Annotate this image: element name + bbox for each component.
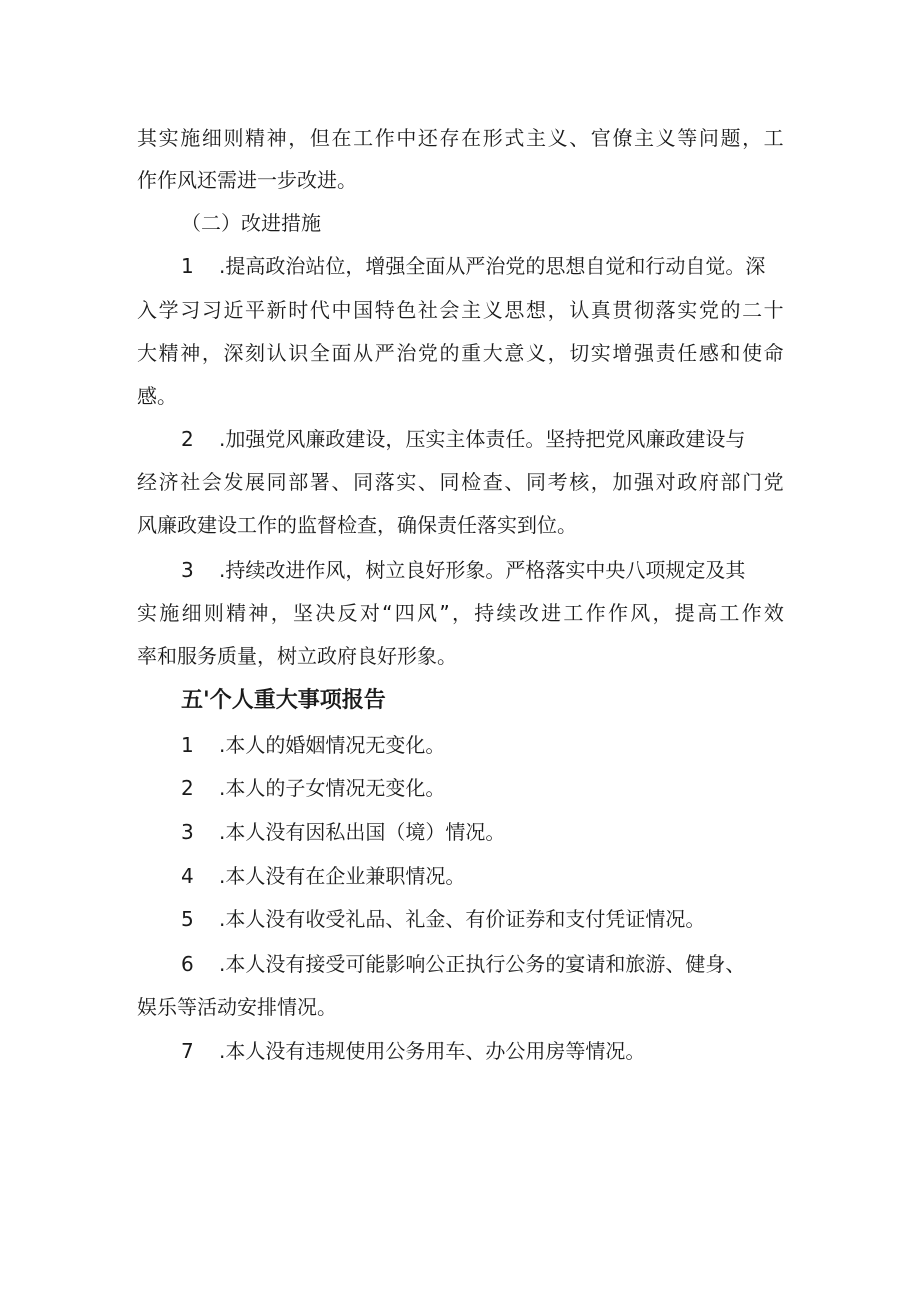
paragraph-line: 率和服务质量，树立政府良好形象。 — [137, 644, 457, 668]
item-number: 2 — [181, 427, 194, 451]
measure-1-line-1 — [181, 252, 765, 280]
list-item — [181, 731, 445, 759]
item-text: .本人没有在企业兼职情况。 — [219, 864, 466, 888]
measure-2-line-1 — [181, 425, 745, 453]
item-number: 1 — [181, 733, 194, 757]
item-text: .本人没有接受可能影响公正执行公务的宴请和旅游、健身、 — [219, 952, 746, 976]
list-item — [181, 905, 705, 933]
item-number: 4 — [181, 864, 194, 888]
item-text: .本人的婚姻情况无变化。 — [219, 733, 446, 757]
paragraph-line: 感。 — [137, 384, 177, 408]
item-text: .本人没有因私出国（境）情况。 — [219, 820, 506, 844]
section-heading: 五'个人重大事项报告 — [181, 688, 386, 713]
item-number: 1 — [181, 254, 194, 278]
text-line: .持续改进作风，树立良好形象。严格落实中央八项规定及其 — [219, 558, 746, 582]
list-item — [181, 774, 445, 802]
paragraph-line: 其 实 施 细 则 精 神 ， 但 在 工 作 中 还 存 在 形 式 主 义 、 官 僚 主 义 等 问 题 ， 工 — [137, 126, 784, 150]
item-text: .本人没有违规使用公务用车、办公用房等情况。 — [219, 1039, 646, 1063]
item-number: 6 — [181, 952, 194, 976]
list-item — [181, 862, 465, 890]
paragraph-line: 大 精 神 ， 深 刻 认 识 全 面 从 严 治 党 的 重 大 意 义 ， 切 实 增 强 责 任 感 和 使 命 — [137, 341, 784, 365]
item-number: 3 — [181, 820, 194, 844]
item-number: 3 — [181, 558, 194, 582]
list-item — [181, 950, 745, 978]
text-line: .加强党风廉政建设，压实主体责任。坚持把党风廉政建设与 — [219, 427, 746, 451]
paragraph-line: 实 施 细 则 精 神 ， 坚 决 反 对 “ 四 风 ” ， 持 续 改 进 工 作 作 风 ， 提 高 工 作 效 — [137, 601, 784, 625]
list-item — [181, 1037, 645, 1065]
paragraph-line: 风廉政建设工作的监督检查，确保责任落实到位。 — [137, 513, 577, 537]
item-number: 7 — [181, 1039, 194, 1063]
item-text: .本人的子女情况无变化。 — [219, 776, 446, 800]
item-number: 5 — [181, 907, 194, 931]
item-number: 2 — [181, 776, 194, 800]
paragraph-line: 经 济 社 会 发 展 同 部 署 、 同 落 实 、 同 检 查 、 同 考 核 ， 加 强 对 政 府 部 门 党 — [137, 470, 784, 494]
text-line: .提高政治站位，增强全面从严治党的思想自觉和行动自觉。深 — [219, 254, 766, 278]
item-text: .本人没有收受礼品、礼金、有价证券和支付凭证情况。 — [219, 907, 706, 931]
list-item-continuation: 娱乐等活动安排情况。 — [137, 995, 337, 1019]
measure-3-line-1 — [181, 556, 745, 584]
list-item — [181, 818, 505, 846]
sub-heading: （二）改进措施 — [181, 211, 321, 235]
paragraph-line: 入 学 习 习 近 平 新 时 代 中 国 特 色 社 会 主 义 思 想 ， 认 真 贯 彻 落 实 党 的 二 十 — [137, 298, 784, 322]
paragraph-line: 作作风还需进一步改进。 — [137, 168, 357, 192]
